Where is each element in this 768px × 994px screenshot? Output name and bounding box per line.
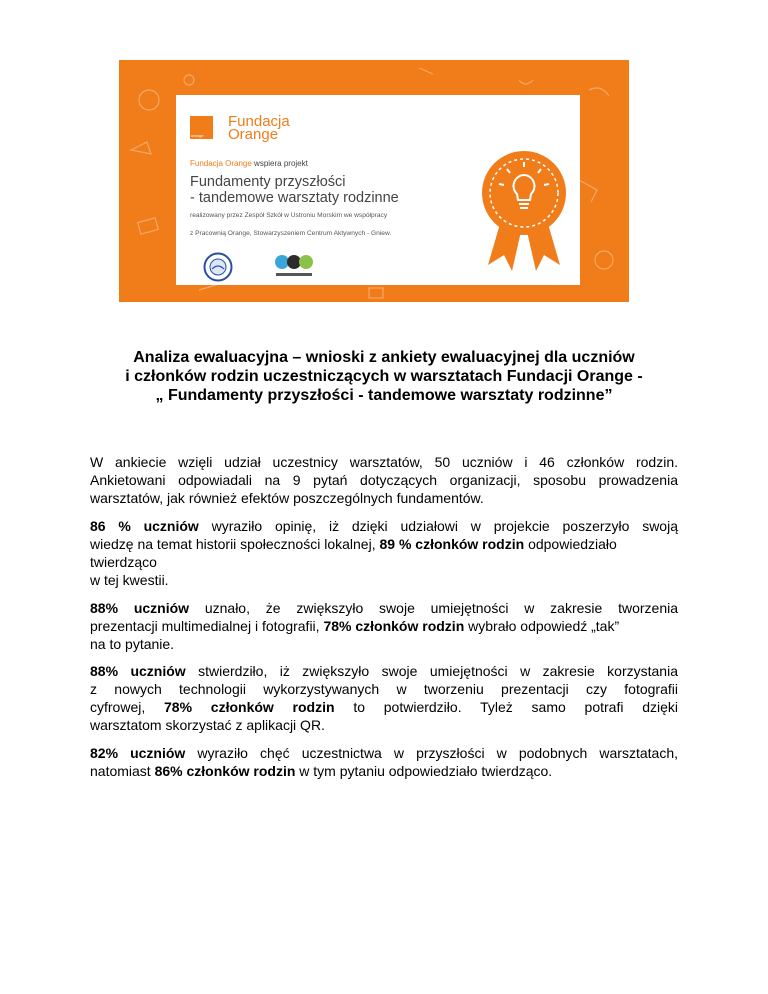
paragraph-multimedia: 88% uczniów uznało, że zwiększyło swoje umiejętności w zakresie tworzenia prezentacji multimedialnej i fotografii, 78% członków rodzin wybrało odpowiedź „tak” na to pytanie.: [90, 600, 678, 652]
banner-card: [176, 95, 580, 285]
paragraph-future-participation: 82% uczniów wyraziło chęć uczestnictwa w przyszłości w podobnych warsztatach, natomiast 86% członków rodzin w tym pytaniu odpowiedziało twierdząco.: [90, 745, 678, 779]
realized-line-1: realizowany przez Zespół Szkół w Ustroniu Morskim we współpracy: [190, 212, 388, 219]
paragraph-local-history: 86 % uczniów wyraziło opinię, iż dzięki udziałowi w projekcie poszerzyło swoją wiedzę na temat historii społeczności lokalnej, 89 % członków rodzin odpowiedziało twierdząco w tej kwestii.: [90, 518, 678, 588]
brand-name: Fundacja Orange: [228, 113, 290, 143]
paragraph-participants: W ankiecie wzięli udział uczestnicy warsztatów, 50 uczniów i 46 członków rodzin. Ankietowani odpowiadali na 9 pytań dotyczących organizacji, sposobu prowadzenia warsztatów, jak również efektów poszczególnych fundamentów.: [90, 454, 678, 506]
supports-line: Fundacja Orange wspiera projekt: [190, 159, 308, 168]
fundacja-orange-banner: [119, 60, 629, 302]
document-heading: Analiza ewaluacyjna – wnioski z ankiety ewaluacyjnej dla uczniów i członków rodzin uczestniczących w warsztatach Fundacji Orange - „ Fundamenty przyszłości - tandemowe warsztaty rodzinne”: [125, 349, 643, 404]
lightbulb-medal-icon: [474, 147, 574, 273]
orange-logo: orange: [190, 116, 213, 139]
paragraph-technologies: 88% uczniów stwierdziło, iż zwiększyło swoje umiejętności w zakresie korzystania z nowych technologii wykorzystywanych w tworzeniu prezentacji czy fotografii cyfrowej, 78% członków rodzin to potwierdziło. Tyleż samo potrafi dzięki warsztatom skorzystać z aplikacji QR.: [90, 663, 678, 733]
school-logo: [203, 252, 233, 282]
association-logo: [272, 250, 316, 280]
project-title: Fundamenty przyszłości - tandemowe warsztaty rodzinne: [190, 174, 399, 206]
realized-line-2: z Pracownią Orange, Stowarzyszeniem Centrum Aktywnych - Gniew.: [190, 230, 392, 237]
